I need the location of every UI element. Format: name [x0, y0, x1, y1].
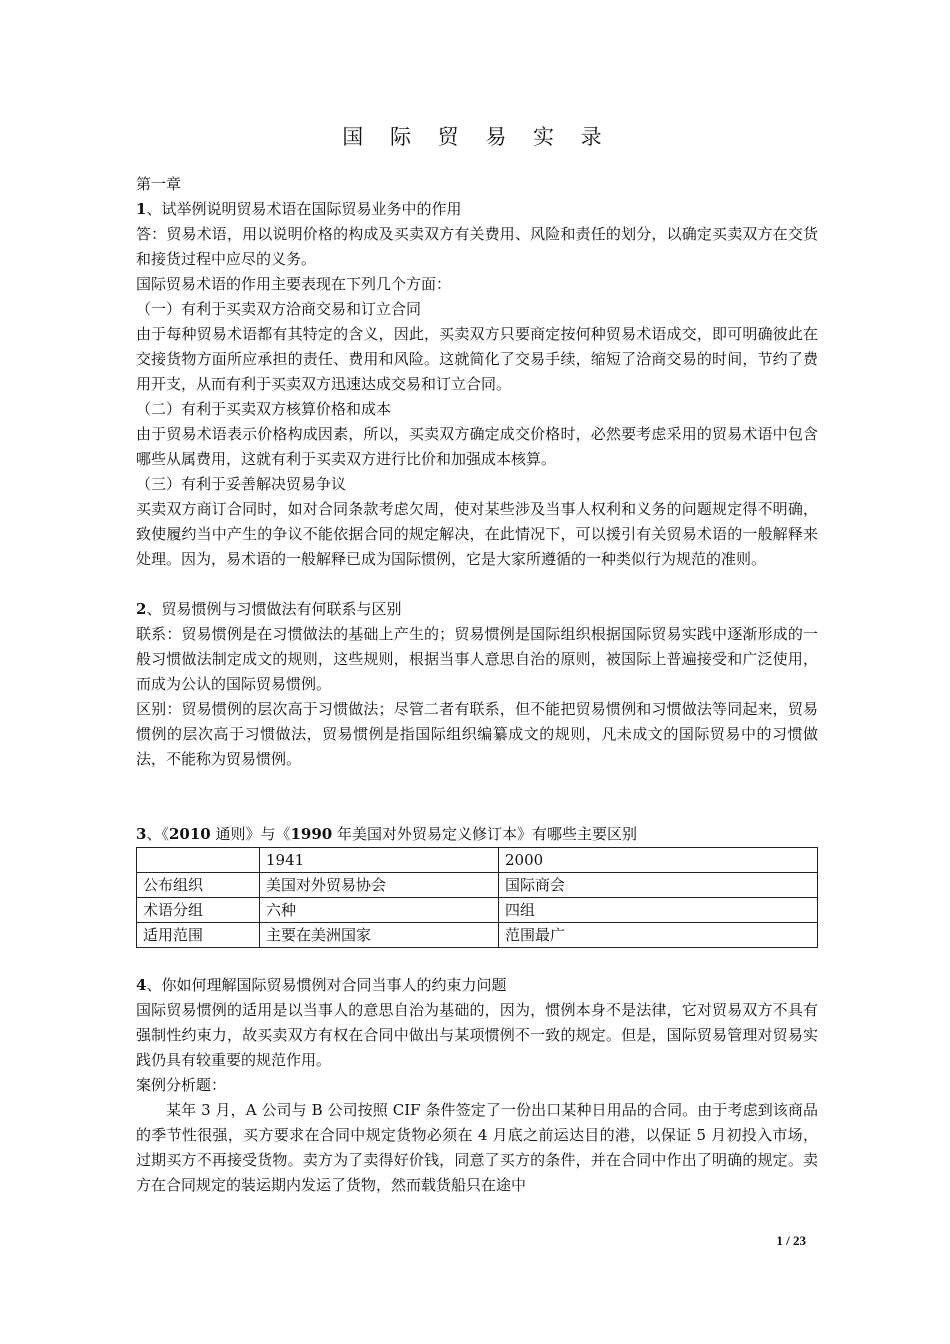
page-number: 1 / 23: [776, 1233, 806, 1248]
point-1-body: 由于每种贸易术语都有其特定的含义，因此，买卖双方只要商定按何种贸易术语成交，即可明确彼此在交接货物方面所应承担的责任、费用和风险。这就简化了交易手续，缩短了洽商交易的时间，节约了费用开支，从而有利于买卖双方迅速达成交易和订立合同。: [136, 325, 818, 393]
point-3-heading: （三）有利于妥善解决贸易争议: [136, 475, 347, 493]
document-title: 国 际 贸 易 实 录: [342, 125, 612, 149]
table-cell: 国际商会: [499, 873, 818, 898]
table-cell: 范围最广: [499, 923, 818, 948]
question-2-heading: [136, 597, 818, 622]
table-cell: 四组: [499, 898, 818, 923]
question-2-relation: 联系：贸易惯例是在习惯做法的基础上产生的；贸易惯例是国际组织根据国际贸易实践中逐渐形成的一般习惯做法制定成文的规则，这些规则，根据当事人意思自治的原则，被国际上普遍接受和广泛使用，而成为公认的国际贸易惯例。: [136, 625, 818, 693]
table-cell: 术语分组: [137, 898, 260, 923]
question-3-number: 3: [136, 825, 147, 843]
point-3-body: 买卖双方商订合同时，如对合同条款考虑欠周，使对某些涉及当事人权利和义务的问题规定得不明确，致使履约当中产生的争议不能依据合同的规定解决，在此情况下，可以援引有关贸易术语的一般解释来处理。因为，易术语的一般解释已成为国际惯例，它是大家所遵循的一种类似行为规范的准则。: [136, 500, 818, 568]
question-3-text-c: 年美国对外贸易定义修订本》有哪些主要区别: [332, 825, 638, 843]
point-2-heading: （二）有利于买卖双方核算价格和成本: [136, 400, 392, 418]
point-2-body: 由于贸易术语表示价格构成因素，所以，买卖双方确定成交价格时，必然要考虑采用的贸易术语中包含哪些从属费用，这就有利于买卖双方进行比价和加强成本核算。: [136, 425, 818, 468]
table-cell: 适用范围: [137, 923, 260, 948]
question-3-year-a: 2010: [168, 825, 211, 843]
question-1-intro: 国际贸易术语的作用主要表现在下列几个方面：: [136, 275, 452, 293]
question-3-text-a: 、《: [146, 825, 169, 843]
question-1-answer: 答：贸易术语，用以说明价格的构成及买卖双方有关费用、风险和责任的划分，以确定买卖双方在交货和接货过程中应尽的义务。: [136, 225, 818, 268]
question-4-answer: 国际贸易惯例的适用是以当事人的意思自治为基础的，因为，惯例本身不是法律，它对贸易双方不具有强制性约束力，故买卖双方有权在合同中做出与某项惯例不一致的规定。但是，国际贸易管理对贸易实践仍具有较重要的规范作用。: [136, 1001, 818, 1069]
question-4-heading: [136, 973, 818, 998]
table-header-row: [137, 848, 818, 873]
table-cell: 主要在美洲国家: [260, 923, 499, 948]
question-4-text: 、你如何理解国际贸易惯例对合同当事人的约束力问题: [146, 976, 507, 994]
spacer: [136, 572, 818, 597]
question-2-difference: 区别：贸易惯例的层次高于习惯做法；尽管二者有联系，但不能把贸易惯例和习惯做法等同起来，贸易惯例的层次高于习惯做法，贸易惯例是指国际组织编纂成文的规则，凡未成文的国际贸易中的习惯做法，不能称为贸易惯例。: [136, 700, 818, 768]
point-1-heading: （一）有利于买卖双方洽商交易和订立合同: [136, 300, 422, 318]
chapter-heading: 第一章: [136, 175, 182, 193]
question-3-heading: [136, 822, 818, 847]
case-text: 某年 3 月，A 公司与 B 公司按照 CIF 条件签定了一份出口某种日用品的合同。由于考虑到该商品的季节性很强，买方要求在合同中规定货物必须在 4 月底之前运达目的港，以保证 5 月初投入市场，过期买方不再接受货物。卖方为了卖得好价钱，同意了买方的条件，并在合同中作出了明确的规定。卖方在合同规定的装运期内发运了货物，然而载货船只在途中: [136, 1101, 818, 1194]
question-1-text: 、试举例说明贸易术语在国际贸易业务中的作用: [146, 200, 462, 218]
question-4-number: 4: [136, 976, 147, 994]
case-label: 案例分析题：: [136, 1076, 227, 1094]
table-header-cell: 1941: [260, 848, 499, 873]
spacer: [136, 772, 818, 822]
table-row: [137, 923, 818, 948]
page-content: [136, 118, 818, 1198]
table-row: [137, 873, 818, 898]
table-cell: 六种: [260, 898, 499, 923]
table-cell: 美国对外贸易协会: [260, 873, 499, 898]
comparison-table: [136, 847, 818, 948]
question-1-heading: [136, 197, 818, 222]
question-2-text: 、贸易惯例与习惯做法有何联系与区别: [146, 600, 402, 618]
spacer: [136, 948, 818, 973]
question-3-year-b: 1990: [290, 825, 333, 843]
question-3-text-b: 通则》与《: [210, 825, 291, 843]
table-cell: 公布组织: [137, 873, 260, 898]
question-2-number: 2: [136, 600, 147, 618]
question-1-number: 1: [136, 200, 147, 218]
table-row: [137, 898, 818, 923]
table-header-cell: 2000: [499, 848, 818, 873]
table-header-cell: [137, 848, 260, 873]
